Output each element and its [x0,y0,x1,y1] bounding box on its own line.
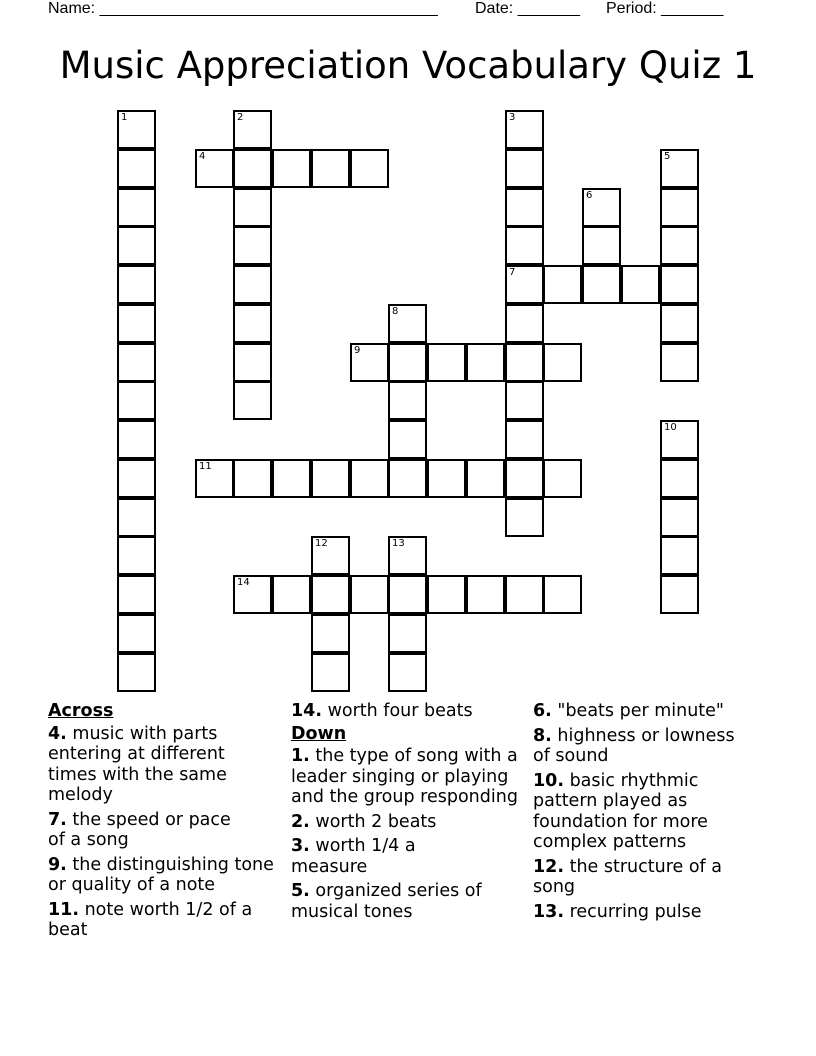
crossword-cell[interactable] [388,575,427,614]
crossword-cell[interactable] [660,498,699,537]
clues-section [48,700,768,1000]
crossword-cell[interactable] [543,343,582,382]
crossword-cell[interactable] [388,343,427,382]
clue-across-14: 14. worth four beats [291,701,473,721]
crossword-cell[interactable] [505,304,544,343]
crossword-cell[interactable] [388,536,427,575]
crossword-cell[interactable] [660,226,699,265]
date-field[interactable]: Date: _______ [475,0,580,17]
crossword-cell[interactable] [117,653,156,692]
clue-down-3: 3. worth 1/4 a measure [291,836,416,877]
crossword-cell[interactable] [660,575,699,614]
crossword-cell[interactable] [117,226,156,265]
page-title: Music Appreciation Vocabulary Quiz 1 [59,44,757,87]
crossword-cell[interactable] [117,188,156,227]
clue-number: 1 [121,112,128,123]
crossword-cell[interactable] [117,304,156,343]
clue-number: 2 [237,112,244,123]
crossword-cell[interactable] [117,575,156,614]
clue-down-5: 5. organized series of musical tones [291,881,482,922]
crossword-cell[interactable] [505,265,544,304]
crossword-cell[interactable] [233,575,272,614]
crossword-cell[interactable] [117,614,156,653]
clue-column-2 [291,700,523,926]
clue-number: 4 [199,151,206,162]
crossword-cell[interactable] [660,149,699,188]
crossword-cell[interactable] [117,381,156,420]
clue-column-1 [48,700,283,945]
clue-number: 3 [509,112,516,123]
crossword-cell[interactable] [350,575,389,614]
clue-number: 12 [315,538,328,549]
crossword-cell[interactable] [388,653,427,692]
crossword-cell[interactable] [117,110,156,149]
crossword-cell[interactable] [117,498,156,537]
clue-down-13: 13. recurring pulse [533,901,702,922]
crossword-cell[interactable] [466,575,505,614]
crossword-cell[interactable] [466,459,505,498]
crossword-cell[interactable] [543,265,582,304]
clue-number: 5 [664,151,671,162]
crossword-cell[interactable] [427,575,466,614]
crossword-cell[interactable] [117,536,156,575]
crossword-cell[interactable] [311,614,350,653]
crossword-cell[interactable] [272,149,311,188]
crossword-cell[interactable] [117,420,156,459]
crossword-cell[interactable] [505,149,544,188]
crossword-cell[interactable] [505,498,544,537]
crossword-cell[interactable] [660,420,699,459]
crossword-cell[interactable] [233,226,272,265]
crossword-cell[interactable] [505,343,544,382]
crossword-cell[interactable] [660,459,699,498]
crossword-cell[interactable] [505,381,544,420]
clue-across-11: 11. note worth 1/2 of a beat [48,899,253,940]
crossword-cell[interactable] [582,188,621,227]
crossword-cell[interactable] [233,343,272,382]
crossword-cell[interactable] [311,149,350,188]
clue-number: 8 [392,306,399,317]
across-heading: Across [48,701,114,721]
crossword-cell[interactable] [543,459,582,498]
crossword-cell[interactable] [117,459,156,498]
clue-down-8: 8. highness or lowness of sound [533,725,735,766]
period-field[interactable]: Period: _______ [606,0,724,17]
crossword-cell[interactable] [311,459,350,498]
clue-number: 10 [664,422,677,433]
crossword-cell[interactable] [195,149,234,188]
crossword-cell[interactable] [388,420,427,459]
clue-across-9: 9. the distinguishing tone or quality of a note [48,854,274,895]
crossword-cell[interactable] [388,381,427,420]
crossword-cell[interactable] [582,226,621,265]
crossword-cell[interactable] [117,343,156,382]
down-heading: Down [291,723,347,744]
crossword-cell[interactable] [233,110,272,149]
clue-down-2: 2. worth 2 beats [291,811,437,832]
clue-down-12: 12. the structure of a song [533,856,722,897]
crossword-cell[interactable] [311,653,350,692]
crossword-cell[interactable] [388,459,427,498]
crossword-cell[interactable] [233,149,272,188]
crossword-cell[interactable] [660,265,699,304]
crossword-cell[interactable] [388,304,427,343]
crossword-cell[interactable] [505,420,544,459]
crossword-cell[interactable] [660,343,699,382]
clue-number: 11 [199,461,212,472]
crossword-cell[interactable] [427,459,466,498]
crossword-cell[interactable] [233,188,272,227]
crossword-cell[interactable] [621,265,660,304]
clue-down-10: 10. basic rhythmic pattern played as foundation for more complex patterns [533,770,708,852]
crossword-cell[interactable] [350,149,389,188]
crossword-cell[interactable] [505,459,544,498]
crossword-cell[interactable] [117,149,156,188]
crossword-cell[interactable] [505,226,544,265]
crossword-cell[interactable] [272,459,311,498]
crossword-cell[interactable] [660,304,699,343]
crossword-cell[interactable] [233,381,272,420]
clue-number: 14 [237,577,250,588]
crossword-cell[interactable] [311,575,350,614]
clue-number: 6 [586,190,593,201]
crossword-cell[interactable] [660,188,699,227]
crossword-cell[interactable] [311,536,350,575]
clue-number: 13 [392,538,405,549]
crossword-cell[interactable] [117,265,156,304]
clue-down-1: 1. the type of song with a leader singing or playing and the group responding [291,746,518,807]
crossword-cell[interactable] [350,459,389,498]
crossword-cell[interactable] [543,575,582,614]
clue-down-6: 6. "beats per minute" [533,701,724,721]
crossword-cell[interactable] [195,459,234,498]
crossword-cell[interactable] [233,459,272,498]
clue-across-7: 7. the speed or pace of a song [48,809,231,850]
crossword-cell[interactable] [388,614,427,653]
clue-number: 7 [509,267,516,278]
crossword-cell[interactable] [427,343,466,382]
name-field[interactable]: Name: ______________________________________ [48,0,438,17]
crossword-cell[interactable] [505,575,544,614]
crossword-cell[interactable] [582,265,621,304]
crossword-cell[interactable] [505,188,544,227]
clue-number: 9 [354,345,361,356]
clue-across-4: 4. music with parts entering at different times with the same melody [48,723,227,805]
crossword-cell[interactable] [660,536,699,575]
crossword-cell[interactable] [505,110,544,149]
crossword-cell[interactable] [233,265,272,304]
crossword-cell[interactable] [466,343,505,382]
crossword-cell[interactable] [233,304,272,343]
clue-column-3 [533,700,768,926]
crossword-cell[interactable] [272,575,311,614]
crossword-cell[interactable] [350,343,389,382]
